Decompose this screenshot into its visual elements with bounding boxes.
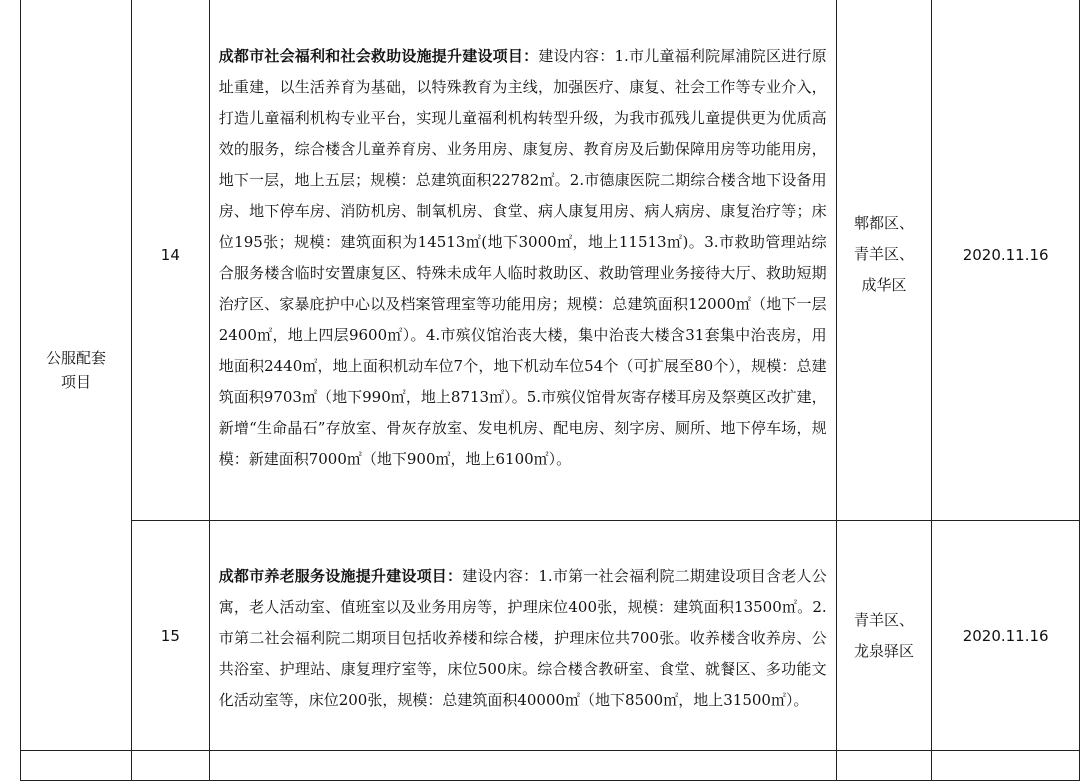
- project-title: 成都市社会福利和社会救助设施提升建设项目：: [218, 46, 539, 65]
- category-cell: [21, 0, 132, 751]
- project-description-cell: [209, 0, 836, 521]
- date-cell: 2020.11.16: [932, 0, 1080, 521]
- empty-cell: [209, 751, 836, 781]
- category-label-line2: 项目: [60, 372, 91, 391]
- row-number-cell: 14: [131, 0, 209, 521]
- district-line: 青羊区、: [853, 610, 914, 629]
- district-line: 成华区: [861, 276, 907, 294]
- district-cell: [836, 521, 932, 751]
- table-row: [21, 521, 1080, 751]
- district-cell: [836, 0, 932, 521]
- project-title: 成都市养老服务设施提升建设项目：: [218, 567, 463, 585]
- district-line: 青羊区、: [853, 245, 914, 263]
- project-table: [20, 0, 1080, 781]
- project-content: 建设内容：1.市儿童福利院犀浦院区进行原址重建，以生活养育为基础，以特殊教育为主线，加强医疗、康复、社会工作等专业介入，打造儿童福利机构专业平台，实现儿童福利机构转型升级，为我市孤残儿童提供更为优质高效的服务，综合楼含儿童养育房、业务用房、康复房、教育房及后勤保障用房等功能用房，地下一层，地上五层；规模：总建筑面积22782㎡。2.市德康医院二期综合楼含地下设备用房、地下停车房、消防机房、制氧机房、食堂、病人康复用房、病人病房、康复治疗等；床位195张；规模：建筑面积为14513㎡(地下3000㎡，地上11513㎡)。3.市救助管理站综合服务楼含临时安置康复区、特殊未成年人临时救助区、救助管理业务接待大厅、救助短期治疗区、家暴庇护中心以及档案管理室等功能用房；规模：总建筑面积12000㎡（地下一层2400㎡，地上四层9600㎡）。4.市殡仪馆治丧大楼，集中治丧大楼含31套集中治丧房，用地面积2440㎡，地上面积机动车位7个，地下机动车位54个（可扩展至80个），规模：总建筑面积9703㎡（地下990㎡，地上8713㎡）。5.市殡仪馆骨灰寄存楼耳房及祭奠区改扩建，新增“生命晶石”存放室、骨灰存放室、发电机房、配电房、刻字房、厕所、地下停车场，规模：新建面积7000㎡（地下900㎡，地上6100㎡）。: [218, 46, 827, 468]
- district-line: 龙泉驿区: [853, 641, 914, 660]
- empty-cell: [21, 751, 132, 781]
- project-content: 建设内容：1.市第一社会福利院二期建设项目含老人公寓，老人活动室、值班室以及业务用房等，护理床位400张，规模：建筑面积13500㎡。2.市第二社会福利院二期项目包括收养楼和综合楼，护理床位共700张。收养楼含收养房、公共浴室、护理站、康复理疗室等，床位500床。综合楼含教研室、食堂、就餐区、多功能文化活动室等，床位200张，规模：总建筑面积40000㎡（地下8500㎡，地上31500㎡）。: [218, 567, 827, 709]
- category-label-line1: 公服配套: [45, 348, 106, 367]
- empty-cell: [836, 751, 932, 781]
- project-description-cell: [209, 521, 836, 751]
- empty-cell: [131, 751, 209, 781]
- table-row: [21, 0, 1080, 521]
- row-number-cell: 15: [131, 521, 209, 751]
- district-line: 郫都区、: [853, 214, 914, 232]
- table-row: [21, 751, 1080, 781]
- date-cell: 2020.11.16: [932, 521, 1080, 751]
- empty-cell: [932, 751, 1080, 781]
